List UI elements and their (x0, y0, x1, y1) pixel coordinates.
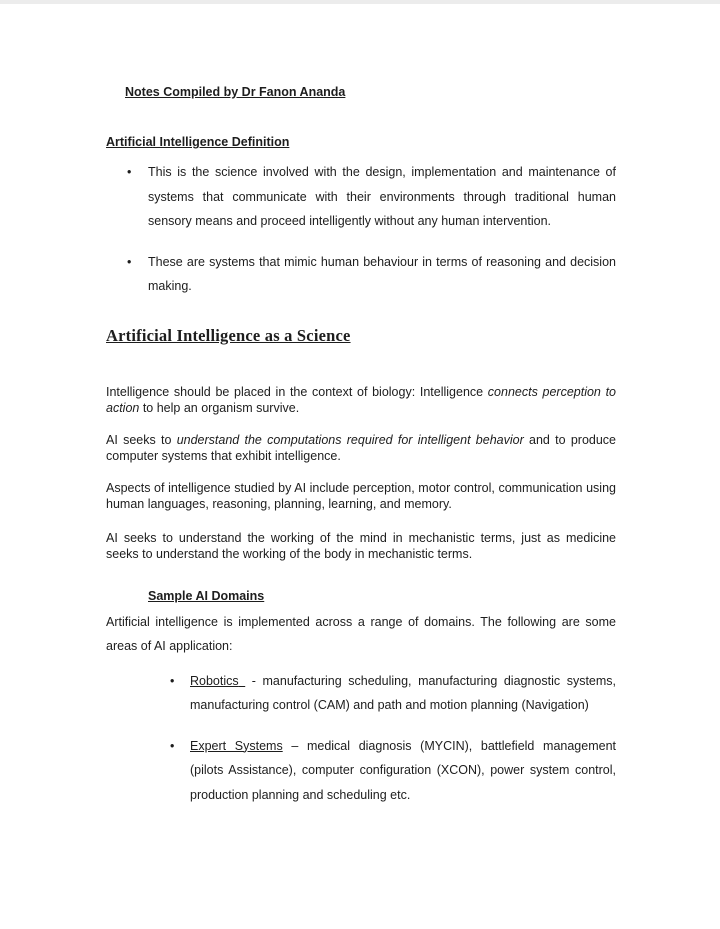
domains-bullet-list (106, 669, 616, 808)
document-title: Notes Compiled by Dr Fanon Ananda (125, 85, 346, 99)
paragraph-segment: and to produce computer systems that exhibit intelligence. (106, 432, 617, 463)
bullet-separator: – (282, 738, 307, 753)
list-item (106, 250, 616, 299)
domains-intro-paragraph: Artificial intelligence is implemented across a range of domains. The following are some areas of AI application: (106, 614, 616, 653)
paragraph-aspects: Aspects of intelligence studied by AI include perception, motor control, communication using human languages, reasoning, planning, learning, and memory. (106, 480, 616, 511)
bullet-icon: • (127, 254, 132, 269)
definition-section-heading: Artificial Intelligence Definition (106, 135, 290, 149)
domain-term-underlined (190, 674, 245, 688)
paragraph-segment: to help an organism survive. (139, 400, 300, 415)
paragraph-italic-segment: understand the computations required for intelligent behavior (176, 432, 524, 447)
paragraph-mechanistic: AI seeks to understand the working of the mind in mechanistic terms, just as medicine seeks to understand the working of the body in mechanistic terms. (106, 530, 616, 561)
bullet-icon: • (170, 738, 175, 753)
bullet-icon: • (127, 165, 132, 179)
definition-bullet-list (106, 160, 616, 299)
bullet-text: medical diagnosis (MYCIN), battlefield management (pilots Assistance), computer configuration (XCON), power system control, production planning and scheduling etc. (190, 738, 616, 802)
list-item (106, 734, 616, 808)
bullet-text: This is the science involved with the design, implementation and maintenance of systems that communicate with their environments through traditional human sensory means and proceed intelligently without any human intervention. (148, 165, 616, 228)
bullet-separator: - (245, 673, 263, 688)
list-item (106, 160, 616, 234)
domain-term-text: Robotics (190, 673, 239, 688)
bullet-icon: • (170, 673, 175, 688)
page-top-band (0, 0, 720, 4)
bullet-text: manufacturing scheduling, manufacturing diagnostic systems, manufacturing control (CAM) and path and motion planning (Navigation) (190, 673, 616, 712)
bullet-text: These are systems that mimic human behaviour in terms of reasoning and decision making. (148, 254, 616, 293)
paragraph-ai-seeks-computations (106, 432, 616, 464)
paragraph-biology (106, 384, 616, 416)
paragraph-segment: AI seeks to (106, 432, 177, 447)
paragraph-italic-segment: connects perception to action (106, 384, 616, 415)
science-section-heading: Artificial Intelligence as a Science (106, 325, 351, 345)
domain-term-underlined (190, 739, 283, 753)
list-item (106, 669, 616, 718)
domains-section-heading: Sample AI Domains (148, 588, 265, 603)
document-page (0, 84, 720, 807)
paragraph-segment: Intelligence should be placed in the context of biology: Intelligence (106, 384, 488, 399)
domain-term-text: Expert Systems (190, 738, 283, 753)
